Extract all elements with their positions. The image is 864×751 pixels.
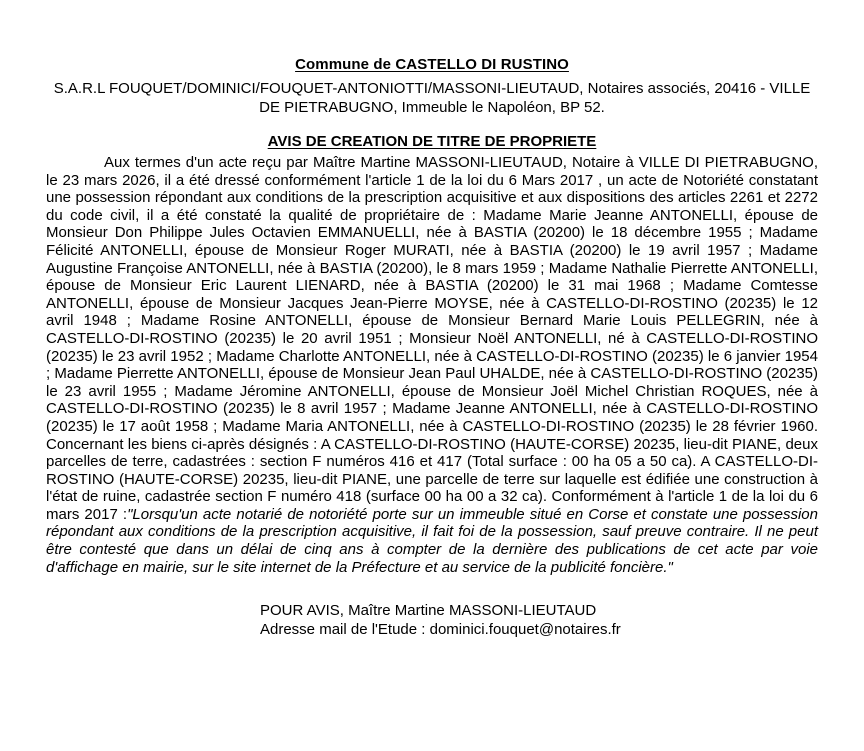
document-body: [46, 0, 818, 639]
commune-heading-text: Commune de CASTELLO DI RUSTINO: [295, 56, 569, 73]
signature-email: Adresse mail de l'Etude : dominici.fouquet@notaires.fr: [260, 621, 621, 639]
notice-body-main: Aux termes d'un acte reçu par Maître Martine MASSONI-LIEUTAUD, Notaire à VILLE DI PIETRABUGNO, le 23 mars 2026, il a été dressé conformément l'article 1 de la loi du 6 Mars 2017 , un acte de Notoriété constatant une possession répondant aux conditions de la prescription acquisitive et aux dispositions des articles 2261 et 2272 du code civil, il a été constaté la qualité de propriétaire de : Madame Marie Jeanne ANTONELLI, épouse de Monsieur Don Philippe Jules Octavien EMMANUELLI, née à BASTIA (20200) le 18 décembre 1955 ; Madame Félicité ANTONELLI, épouse de Monsieur Roger MURATI, née à BASTIA (20200) le 19 avril 1957 ; Madame Augustine Françoise ANTONELLI, née à BASTIA (20200), le 8 mars 1959 ; Madame Nathalie Pierrette ANTONELLI, épouse de Monsieur Eric Laurent LIENARD, née à BASTIA (20200) le 31 mai 1968 ; Madame Comtesse ANTONELLI, épouse de Monsieur Jacques Jean-Pierre MOYSE, née à CASTELLO-DI-ROSTINO (20235) le 12 avril 1948 ; Madame Rosine ANTONELLI, épouse de Monsieur Bernard Marie Louis PELLEGRIN, née à CASTELLO-DI-ROSTINO (20235) le 20 avril 1951 ; Monsieur Noël ANTONELLI, né à CASTELLO-DI-ROSTINO (20235) le 23 avril 1952 ; Madame Charlotte ANTONELLI, née à CASTELLO-DI-ROSTINO (20235) le 6 janvier 1954 ; Madame Pierrette ANTONELLI, épouse de Monsieur Jean Paul UHALDE, née à CASTELLO-DI-ROSTINO (20235) le 23 avril 1955 ; Madame Jéromine ANTONELLI, épouse de Monsieur Joël Michel Christian ROQUES, née à CASTELLO-DI-ROSTINO (20235) le 8 avril 1957 ; Madame Jeanne ANTONELLI, née à CASTELLO-DI-ROSTINO (20235) le 17 août 1958 ; Madame Maria ANTONELLI, née à CASTELLO-DI-ROSTINO (20235) le 28 février 1960. Concernant les biens ci-après désignés : A CASTELLO-DI-ROSTINO (HAUTE-CORSE) 20235, lieu-dit PIANE, deux parcelles de terre, cadastrées : section F numéros 416 et 417 (Total surface : 00 ha 05 a 50 ca). A CASTELLO-DI-ROSTINO (HAUTE-CORSE) 20235, lieu-dit PIANE, une parcelle de terre sur laquelle est édifiée une construction à l'état de ruine, cadastrée section F numéro 418 (surface 00 ha 00 a 32 ca). Conformément à l'article 1 de la loi du 6 mars 2017 :: [46, 154, 818, 523]
signature-block: [46, 576, 818, 639]
notice-body-paragraph: [46, 151, 818, 576]
notice-body-legal-quote: "Lorsqu'un acte notarié de notoriété porte sur un immeuble situé en Corse et constate une possession répondant aux conditions de la prescription acquisitive, il fait foi de la possession, sauf preuve contraire. Il ne peut être contesté que dans un délai de cinq ans à compter de la dernière des publications de cet acte par voie d'affichage en mairie, sur le site internet de la Préfecture et au service de la publicité foncière.": [46, 505, 818, 576]
avis-heading: [46, 117, 818, 151]
commune-heading: [46, 0, 818, 74]
signature-author: POUR AVIS, Maître Martine MASSONI-LIEUTAUD: [260, 602, 597, 620]
avis-heading-text: AVIS DE CREATION DE TITRE DE PROPRIETE: [267, 133, 597, 150]
notary-firm-line: S.A.R.L FOUQUET/DOMINICI/FOUQUET-ANTONIOTTI/MASSONI-LIEUTAUD, Notaires associés, 20416 - VILLE DE PIETRABUGNO, Immeuble le Napoléon, BP 52.: [53, 80, 811, 116]
